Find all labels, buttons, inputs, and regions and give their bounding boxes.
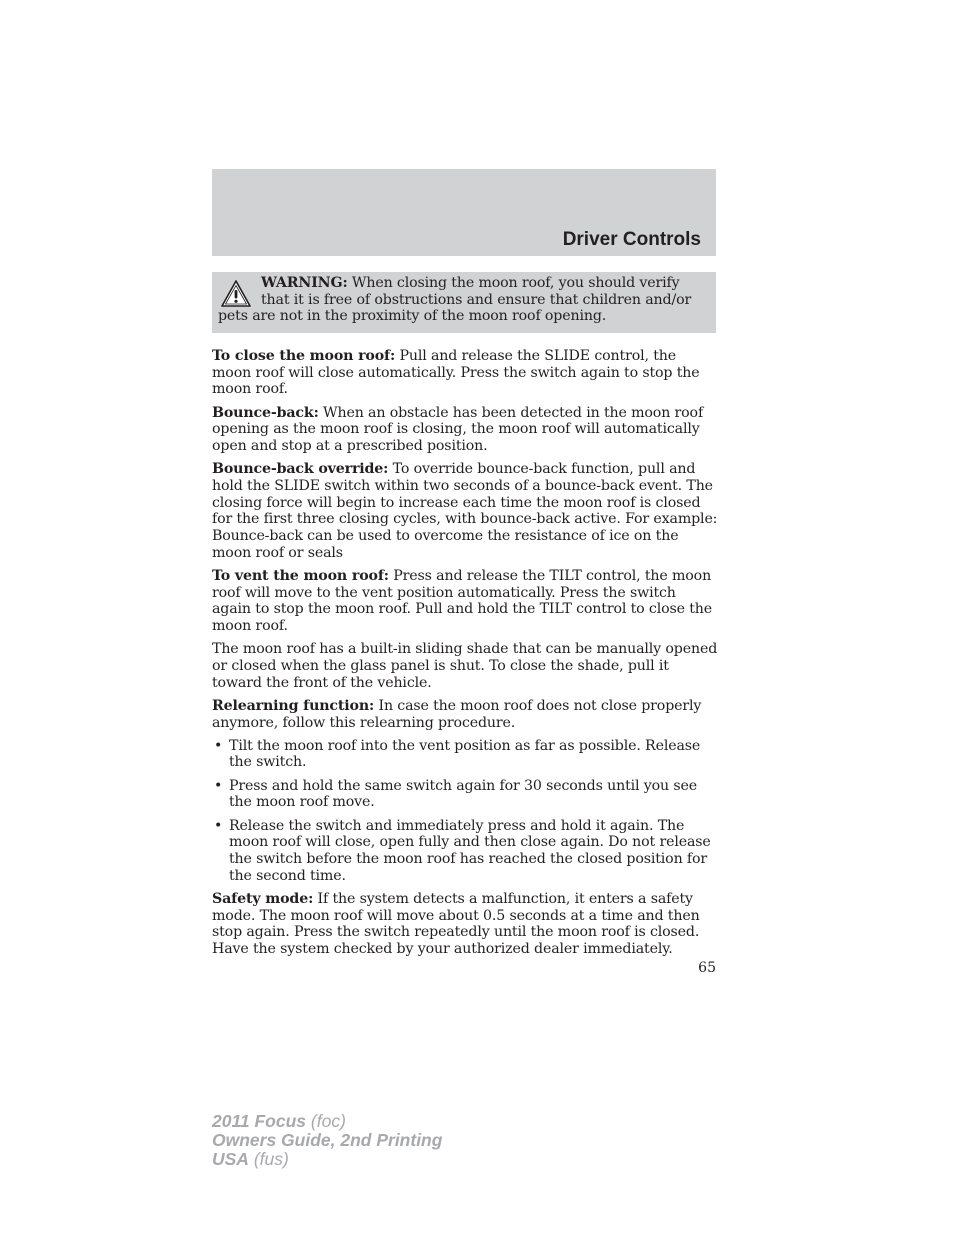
paragraph-text: Press and release the TILT control, the moon roof will move to the vent position automatically. Press the switch again to stop the moon roof. Pull and hold the TILT control to close the moon roof. — [212, 567, 713, 635]
paragraph-close-moon-roof — [212, 348, 718, 398]
paragraph-label: To vent the moon roof: — [212, 567, 389, 584]
footer-guide-edition: Owners Guide, 2nd Printing — [212, 1130, 443, 1150]
warning-label: WARNING: — [261, 275, 348, 291]
footer-market: USA — [212, 1149, 249, 1169]
footer-line-model — [212, 1112, 442, 1131]
paragraph-text: In case the moon roof does not close properly anymore, follow this relearning procedure. — [212, 697, 702, 731]
warning-body: When closing the moon roof, you should verify that it is free of obstructions and ensure that children and/or pets are not in the proximity of the moon roof opening. — [218, 275, 692, 325]
paragraph-bounce-back — [212, 405, 718, 455]
section-title: Driver Controls — [562, 229, 701, 250]
footer-market-code: (fus) — [248, 1149, 289, 1169]
paragraph-label: To close the moon roof: — [212, 348, 396, 364]
paragraph-label: Safety mode: — [212, 890, 314, 907]
footer-model-code: (foc) — [306, 1111, 346, 1131]
paragraph-label: Bounce-back override: — [212, 461, 389, 478]
paragraph-text: If the system detects a malfunction, it enters a safety mode. The moon roof will move about 0.5 seconds at a time and then stop again. Press the switch repeatedly until the moon roof is closed. Have the system checked by your authorized dealer immediately. — [212, 890, 700, 957]
page-number: 65 — [698, 960, 716, 976]
section-header-band — [212, 169, 716, 256]
paragraph-text: When an obstacle has been detected in the moon roof opening as the moon roof is closing, the moon roof will automatically open and stop at a prescribed position. — [212, 404, 704, 455]
list-item: • Tilt the moon roof into the vent position as far as possible. Release the switch. — [212, 738, 718, 771]
footer-line-market — [212, 1150, 442, 1169]
paragraph-safety-mode — [212, 891, 718, 958]
list-item: • Press and hold the same switch again for 30 seconds until you see the moon roof move. — [212, 778, 718, 811]
paragraph-vent-moon-roof — [212, 568, 718, 635]
paragraph-text: To override bounce-back function, pull and hold the SLIDE switch within two seconds of a bounce-back event. The closing force will begin to increase each time the moon roof is closed for the first three closing cycles, with bounce-back active. For example: Bounce-back can be used to overcome the resistance of ice on the moon roof or seals — [212, 461, 718, 561]
paragraph-bounce-back-override — [212, 461, 718, 561]
list-item: • Release the switch and immediately press and hold it again. The moon roof will close, open fully and then close again. Do not release the switch before the moon roof has reached the closed position for the second time. — [212, 818, 718, 885]
paragraph-sliding-shade: The moon roof has a built-in sliding shade that can be manually opened or closed when the glass panel is shut. To close the shade, pull it toward the front of the vehicle. — [212, 641, 718, 691]
paragraph-text: Pull and release the SLIDE control, the moon roof will close automatically. Press the switch again to stop the moon roof. — [212, 348, 700, 398]
warning-text — [218, 275, 712, 325]
main-content — [212, 348, 718, 964]
paragraph-relearning-function — [212, 698, 718, 731]
footer-model: 2011 Focus — [212, 1111, 307, 1131]
document-footer — [212, 1112, 442, 1169]
warning-box — [212, 272, 716, 333]
relearning-steps-list — [212, 738, 718, 885]
paragraph-label: Bounce-back: — [212, 404, 319, 421]
paragraph-label: Relearning function: — [212, 697, 375, 714]
